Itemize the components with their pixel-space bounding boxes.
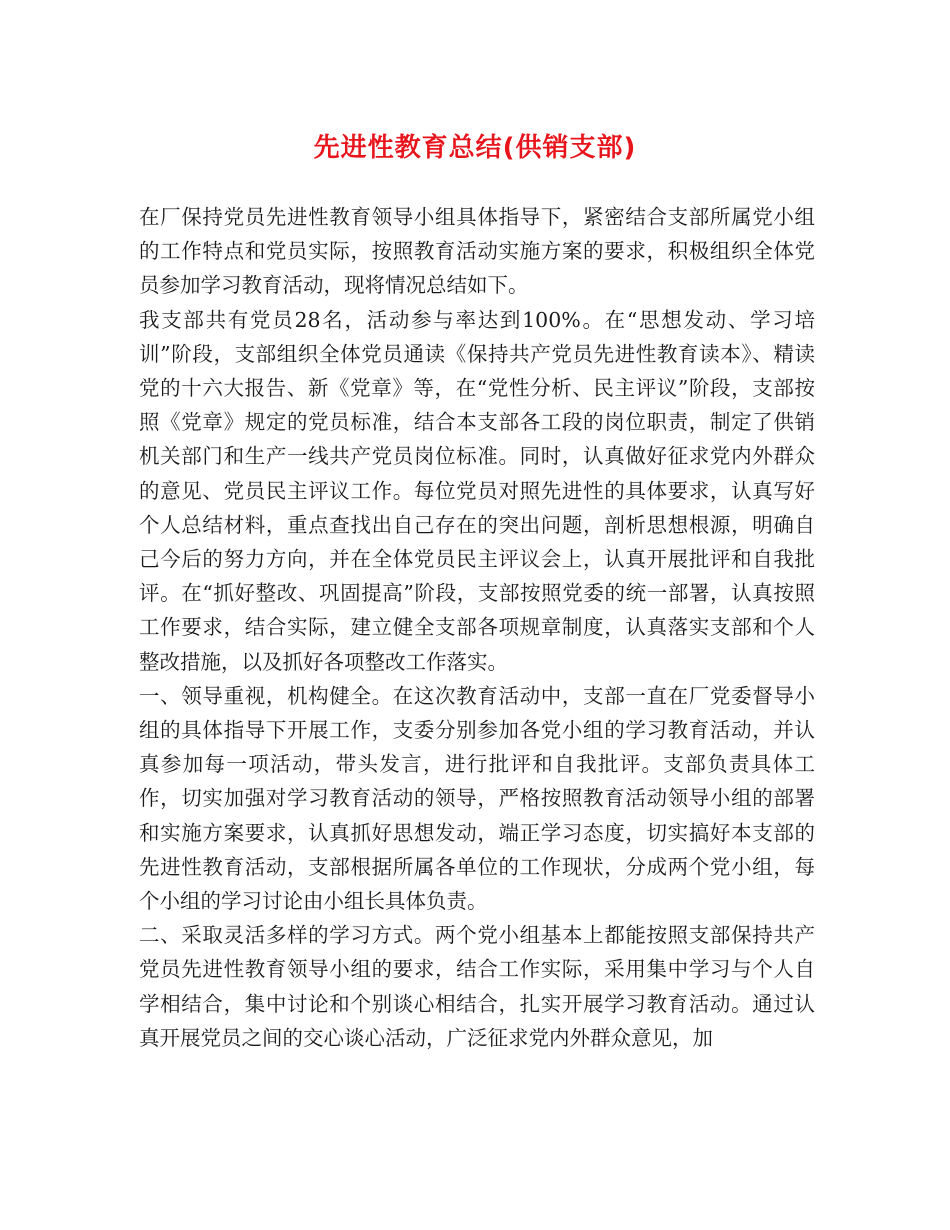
paragraph-section-two: 二、采取灵活多样的学习方式。两个党小组基本上都能按照支部保持共产党员先进性教育领导小组的要求，结合工作实际，采用集中学习与个人自学相结合，集中讨论和个别谈心相结合，扎实开展学习教育活动。通过认真开展党员之间的交心谈心活动，广泛征求党内外群众意见，加	[139, 923, 815, 1050]
paragraph-intro: 在厂保持党员先进性教育领导小组具体指导下，紧密结合支部所属党小组的工作特点和党员实际，按照教育活动实施方案的要求，积极组织全体党员参加学习教育活动，现将情况总结如下。	[139, 205, 815, 298]
paragraph-overview: 我支部共有党员28名，活动参与率达到100%。在“思想发动、学习培训”阶段，支部组织全体党员通读《保持共产党员先进性教育读本》、精读党的十六大报告、新《党章》等，在“党性分析、民主评议”阶段，支部按照《党章》规定的党员标准，结合本支部各工段的岗位职责，制定了供销机关部门和生产一线共产党员岗位标准。同时，认真做好征求党内外群众的意见、党员民主评议工作。每位党员对照先进性的具体要求，认真写好个人总结材料，重点查找出自己存在的突出问题，剖析思想根源，明确自己今后的努力方向，并在全体党员民主评议会上，认真开展批评和自我批评。在“抓好整改、巩固提高”阶段，支部按照党委的统一部署，认真按照工作要求，结合实际，建立健全支部各项规章制度，认真落实支部和个人整改措施，以及抓好各项整改工作落实。	[139, 307, 815, 674]
document-title: 先进性教育总结(供销支部)	[313, 133, 637, 163]
paragraph-section-one: 一、领导重视，机构健全。在这次教育活动中，支部一直在厂党委督导小组的具体指导下开展工作，支委分别参加各党小组的学习教育活动，并认真参加每一项活动，带头发言，进行批评和自我批评。支部负责具体工作，切实加强对学习教育活动的领导，严格按照教育活动领导小组的部署和实施方案要求，认真抓好思想发动，端正学习态度，切实搞好本支部的先进性教育活动，支部根据所属各单位的工作现状，分成两个党小组，每个小组的学习讨论由小组长具体负责。	[139, 683, 815, 914]
document-body	[139, 200, 815, 1055]
